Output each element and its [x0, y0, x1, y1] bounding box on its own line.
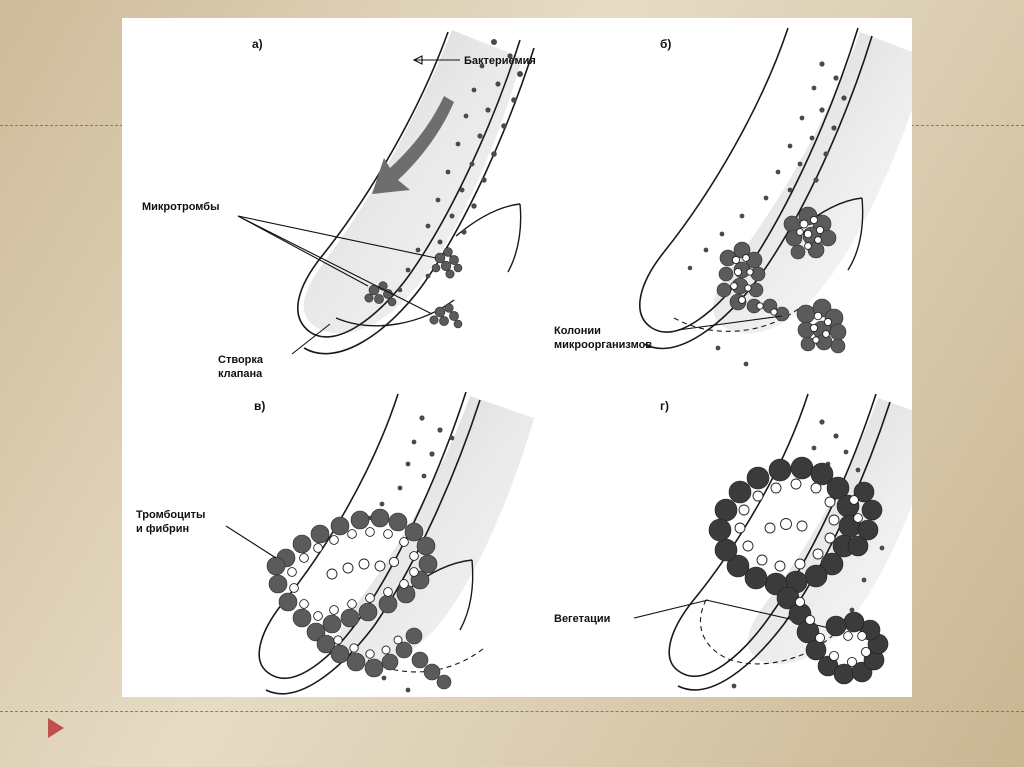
endocarditis-diagram: [122, 18, 912, 697]
leader-valve-leaflet: [292, 324, 330, 354]
colony-cluster-b3: [797, 299, 846, 353]
label-valve-leaflet-2: клапана: [218, 368, 263, 380]
vessel-lumen-a: [304, 30, 522, 333]
label-microthrombi: Микротромбы: [142, 201, 220, 213]
label-platelets: Тромбоциты: [136, 509, 206, 521]
label-colonies-2: микроорганизмов: [554, 339, 653, 351]
figure-panel: [122, 18, 912, 697]
panel-b: [554, 28, 912, 366]
panel-c-letter: в): [254, 399, 266, 413]
panel-c: [136, 392, 534, 694]
panel-d-letter: г): [660, 399, 669, 413]
panel-a: [142, 30, 536, 380]
microthrombus-cluster-a3: [430, 304, 462, 328]
label-bacteremia: Бактериемия: [464, 55, 536, 67]
guide-line-bottom: [0, 711, 1024, 712]
leader-platelets: [226, 526, 276, 558]
bullet-triangle-icon: [48, 718, 64, 738]
panel-a-letter: а): [252, 37, 263, 51]
panel-d: [554, 394, 912, 690]
label-valve-leaflet: Створка: [218, 354, 264, 366]
label-colonies: Колонии: [554, 325, 601, 337]
valve-leaflet-a2: [508, 204, 521, 272]
label-platelets-2: и фибрин: [136, 523, 190, 535]
leader-vegetations: [634, 600, 708, 618]
label-vegetations: Вегетации: [554, 613, 611, 625]
panel-b-letter: б): [660, 37, 672, 51]
